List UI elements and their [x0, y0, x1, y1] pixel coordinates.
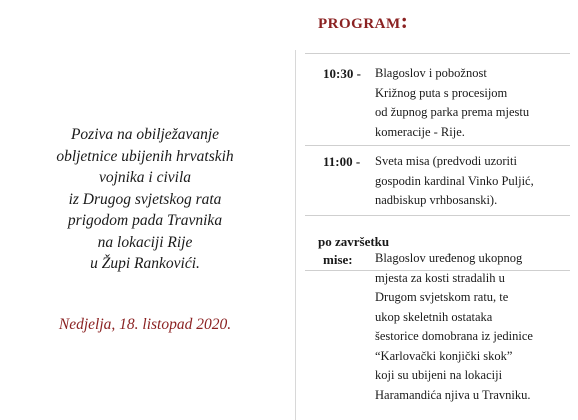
- after-line: “Karlovački konjički skok”: [375, 348, 513, 363]
- after-sub-label: mise:: [323, 252, 353, 267]
- after-line: koji su ubijeni na lokaciji: [375, 368, 503, 382]
- program-title-colon: :: [400, 8, 409, 33]
- program-item-description: [375, 64, 529, 142]
- after-line: Blagoslov uređenog ukopnog: [375, 251, 523, 265]
- invitation-line: Poziva na obilježavanje: [70, 126, 220, 143]
- after-line: mjesta za kosti stradalih u: [375, 270, 505, 285]
- after-line: ukop skeletnih ostataka: [375, 309, 493, 324]
- invitation-text: [20, 124, 270, 275]
- program-item-line: gospodin kardinal Vinko Puljić,: [375, 173, 534, 188]
- program-time: 11:00 -: [323, 154, 361, 169]
- program-item-line: komeracije - Rije.: [375, 124, 465, 139]
- program-item-line: nadbiskup vrhbosanski).: [375, 193, 498, 207]
- after-line: Haramandića njiva u Travniku.: [375, 387, 531, 402]
- program-divider: [305, 145, 570, 146]
- after-line: šestorice domobrana iz jedinice: [375, 329, 533, 343]
- invitation-line: obljetnice ubijenih hrvatskih: [56, 147, 234, 165]
- column-divider: [295, 50, 296, 420]
- program-item-description: [375, 152, 534, 211]
- program-item-line: Križnog puta s procesijom: [375, 85, 508, 100]
- invitation-line: vojnika i civila: [98, 169, 192, 186]
- program-item-line: od župnog parka prema mjestu: [375, 105, 530, 119]
- program-title: [318, 8, 408, 34]
- program-divider: [305, 53, 570, 54]
- program-time: 10:30 -: [323, 66, 361, 81]
- after-line: Drugom svjetskom ratu, te: [375, 290, 509, 304]
- program-item-line: Blagoslov i pobožnost: [375, 66, 487, 80]
- event-date: Nedjelja, 18. listopad 2020.: [58, 316, 232, 333]
- invitation-line: iz Drugog svjetskog rata: [68, 190, 222, 208]
- invitation-line: na lokaciji Rije: [97, 233, 193, 251]
- program-divider: [305, 215, 570, 216]
- after-label: po završetku: [318, 234, 390, 249]
- invitation-line: u Župi Rankovići.: [90, 255, 200, 272]
- invitation-line: prigodom pada Travnika: [67, 212, 223, 229]
- program-title-text: PROGRAM: [318, 16, 401, 32]
- program-item-line: Sveta misa (predvodi uzoriti: [375, 154, 517, 168]
- after-description: [375, 249, 533, 405]
